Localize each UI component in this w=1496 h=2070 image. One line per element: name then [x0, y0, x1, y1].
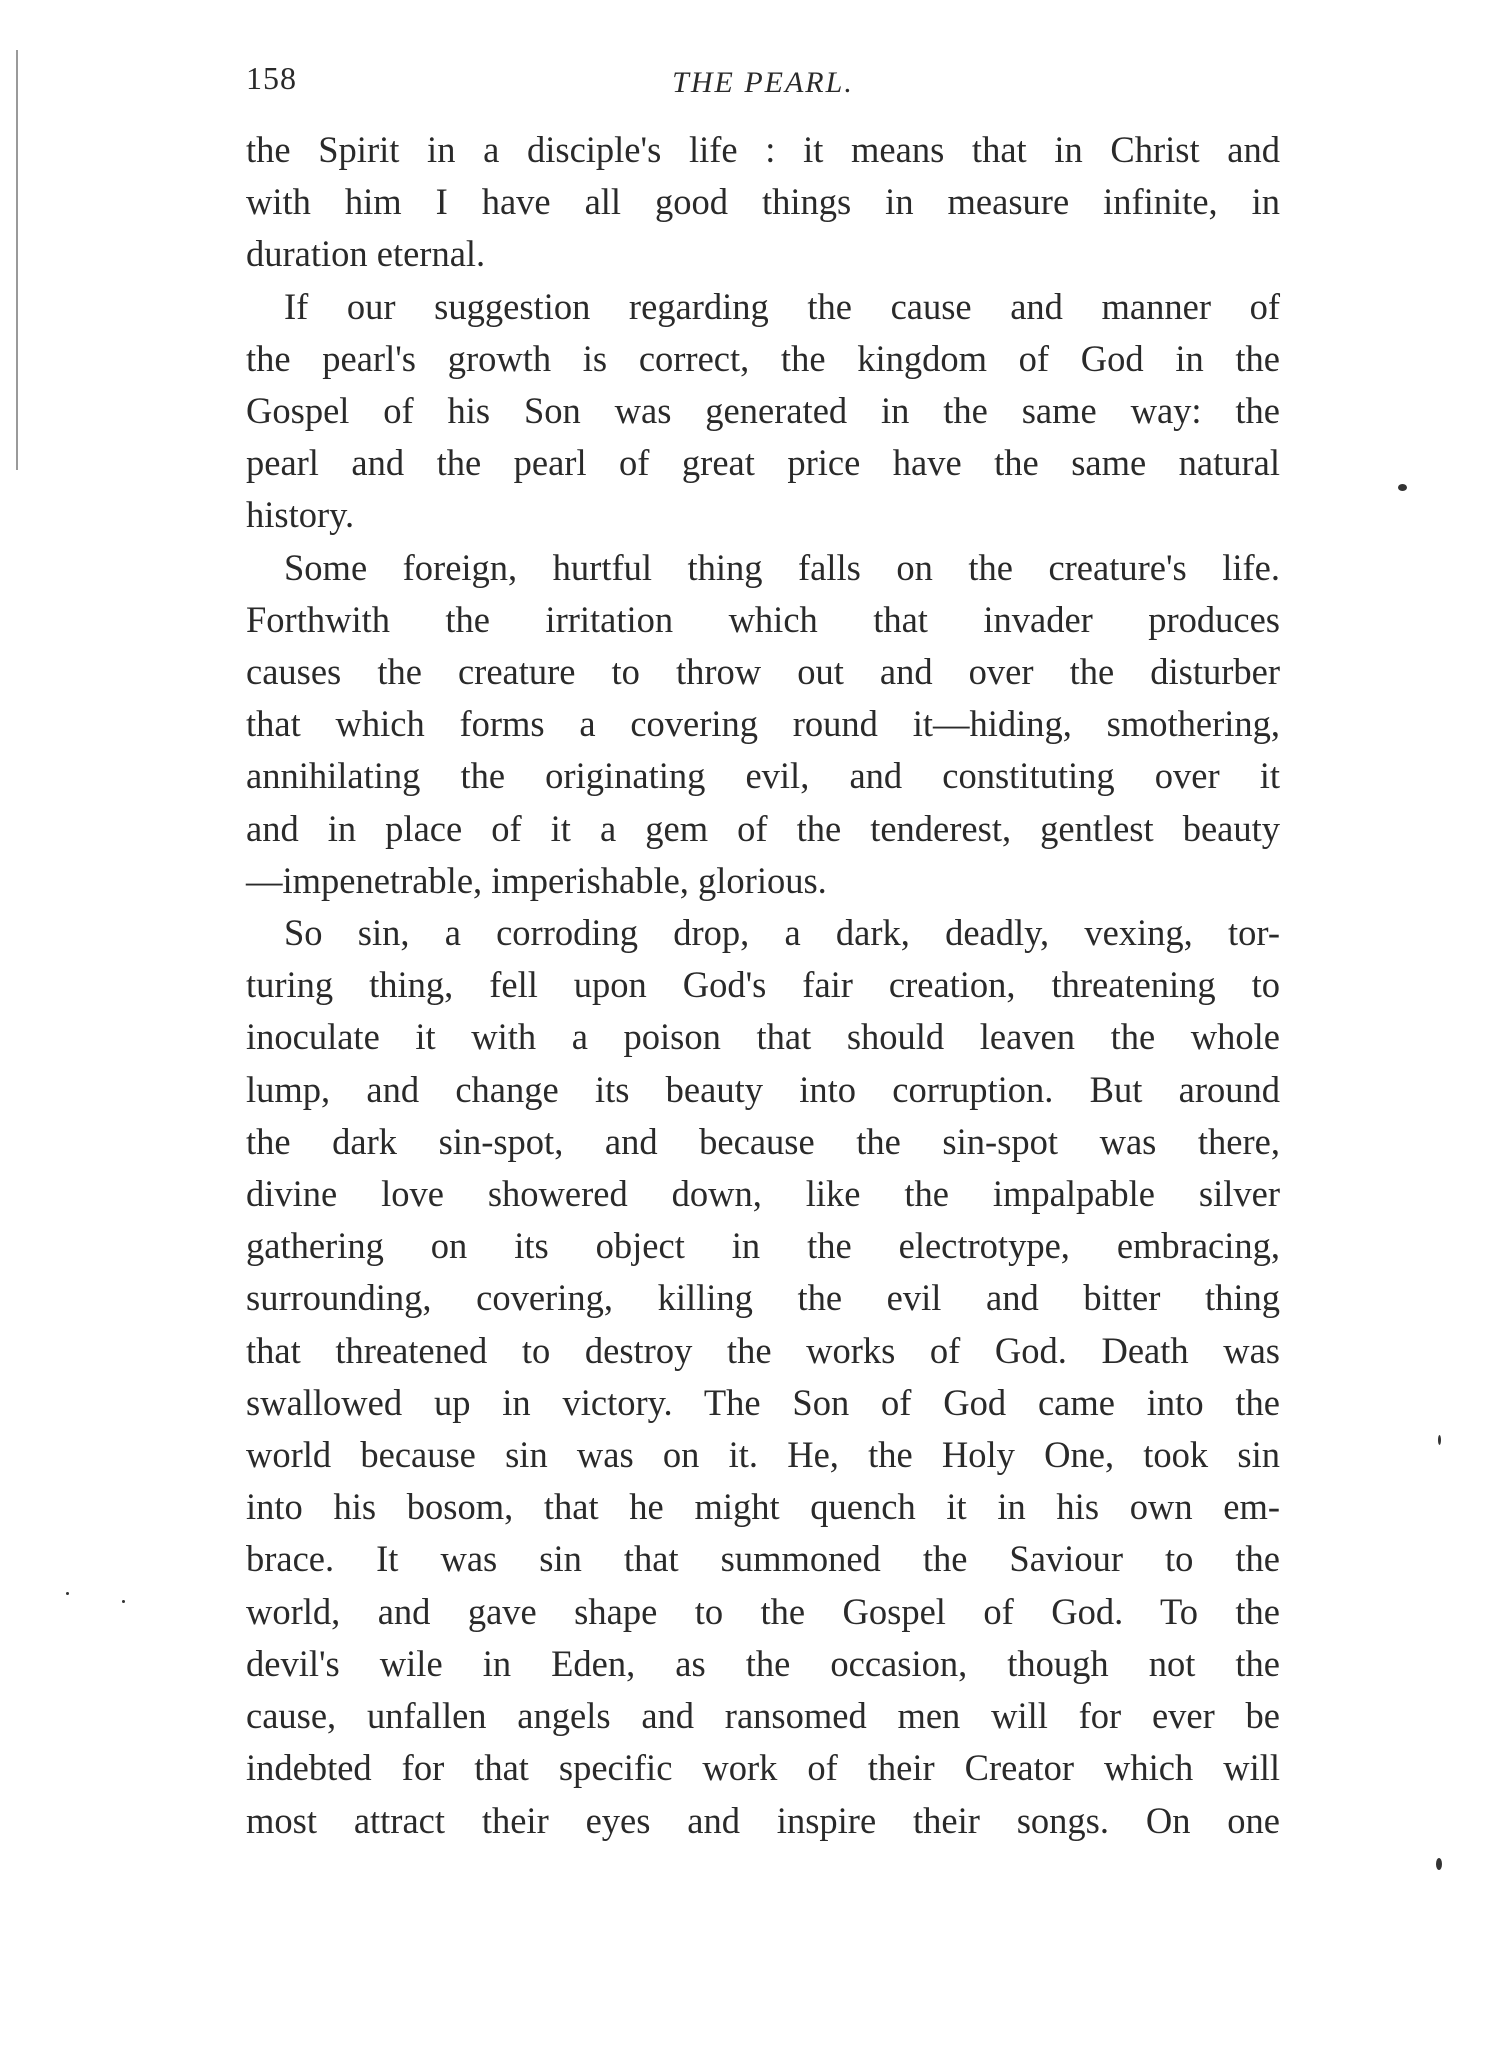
- text-line: the pearl's growth is correct, the kingdom of God in the: [246, 337, 1280, 379]
- text-line: If our suggestion regarding the cause and manner of: [284, 285, 1280, 327]
- text-line: Forthwith the irritation which that invader produces: [246, 598, 1280, 640]
- text-line: devil's wile in Eden, as the occasion, though not the: [246, 1642, 1280, 1684]
- text-line: inoculate it with a poison that should leaven the whole: [246, 1016, 1280, 1058]
- text-line: the dark sin-spot, and because the sin-spot was there,: [246, 1120, 1280, 1162]
- scan-gutter-line: [16, 50, 18, 470]
- text-line: most attract their eyes and inspire their songs. On one: [246, 1799, 1280, 1841]
- text-line: So sin, a corroding drop, a dark, deadly, vexing, tor-: [284, 912, 1280, 954]
- text-line: indebted for that specific work of their Creator which will: [246, 1747, 1280, 1789]
- text-line: world because sin was on it. He, the Holy One, took sin: [246, 1434, 1280, 1476]
- text-line: that threatened to destroy the works of God. Death was: [246, 1329, 1280, 1371]
- text-line: divine love showered down, like the impalpable silver: [246, 1173, 1280, 1215]
- page-number: 158: [246, 60, 297, 96]
- book-page: [246, 60, 1280, 1847]
- paragraph: [246, 907, 1280, 1847]
- text-line: gathering on its object in the electrotype, embracing,: [246, 1225, 1280, 1267]
- paragraph: [246, 542, 1280, 907]
- running-head: [246, 60, 1280, 124]
- text-line: Some foreign, hurtful thing falls on the creature's life.: [284, 546, 1280, 588]
- text-line: duration eternal.: [246, 233, 486, 275]
- paragraph: [246, 281, 1280, 542]
- scan-speck: [1438, 1435, 1441, 1445]
- text-line: pearl and the pearl of great price have the same natural: [246, 442, 1280, 484]
- text-line: annihilating the originating evil, and constituting over it: [246, 755, 1280, 797]
- text-line: cause, unfallen angels and ransomed men will for ever be: [246, 1695, 1280, 1737]
- text-line: brace. It was sin that summoned the Saviour to the: [246, 1538, 1280, 1580]
- body-text: [246, 124, 1280, 1847]
- scan-speck: [122, 1600, 125, 1603]
- scan-speck: [66, 1592, 69, 1595]
- text-line: Gospel of his Son was generated in the same way: the: [246, 390, 1280, 432]
- text-line: and in place of it a gem of the tenderest, gentlest beauty: [246, 807, 1280, 849]
- scan-speck: [1398, 484, 1407, 491]
- scan-speck: [1436, 1858, 1442, 1870]
- text-line: with him I have all good things in measure infinite, in: [246, 181, 1280, 223]
- text-line: swallowed up in victory. The Son of God came into the: [246, 1381, 1280, 1423]
- text-line: surrounding, covering, killing the evil and bitter thing: [246, 1277, 1280, 1319]
- running-title: THE PEARL.: [672, 66, 854, 99]
- text-line: turing thing, fell upon God's fair creation, threatening to: [246, 964, 1280, 1006]
- paragraph: [246, 124, 1280, 281]
- text-line: lump, and change its beauty into corruption. But around: [246, 1068, 1280, 1110]
- text-line: causes the creature to throw out and over the disturber: [246, 651, 1280, 693]
- text-line: world, and gave shape to the Gospel of God. To the: [246, 1590, 1280, 1632]
- text-line: history.: [246, 494, 355, 536]
- text-line: into his bosom, that he might quench it in his own em-: [246, 1486, 1280, 1528]
- text-line: that which forms a covering round it—hiding, smothering,: [246, 703, 1280, 745]
- text-line: the Spirit in a disciple's life : it means that in Christ and: [246, 129, 1280, 170]
- text-line: —impenetrable, imperishable, glorious.: [246, 859, 827, 901]
